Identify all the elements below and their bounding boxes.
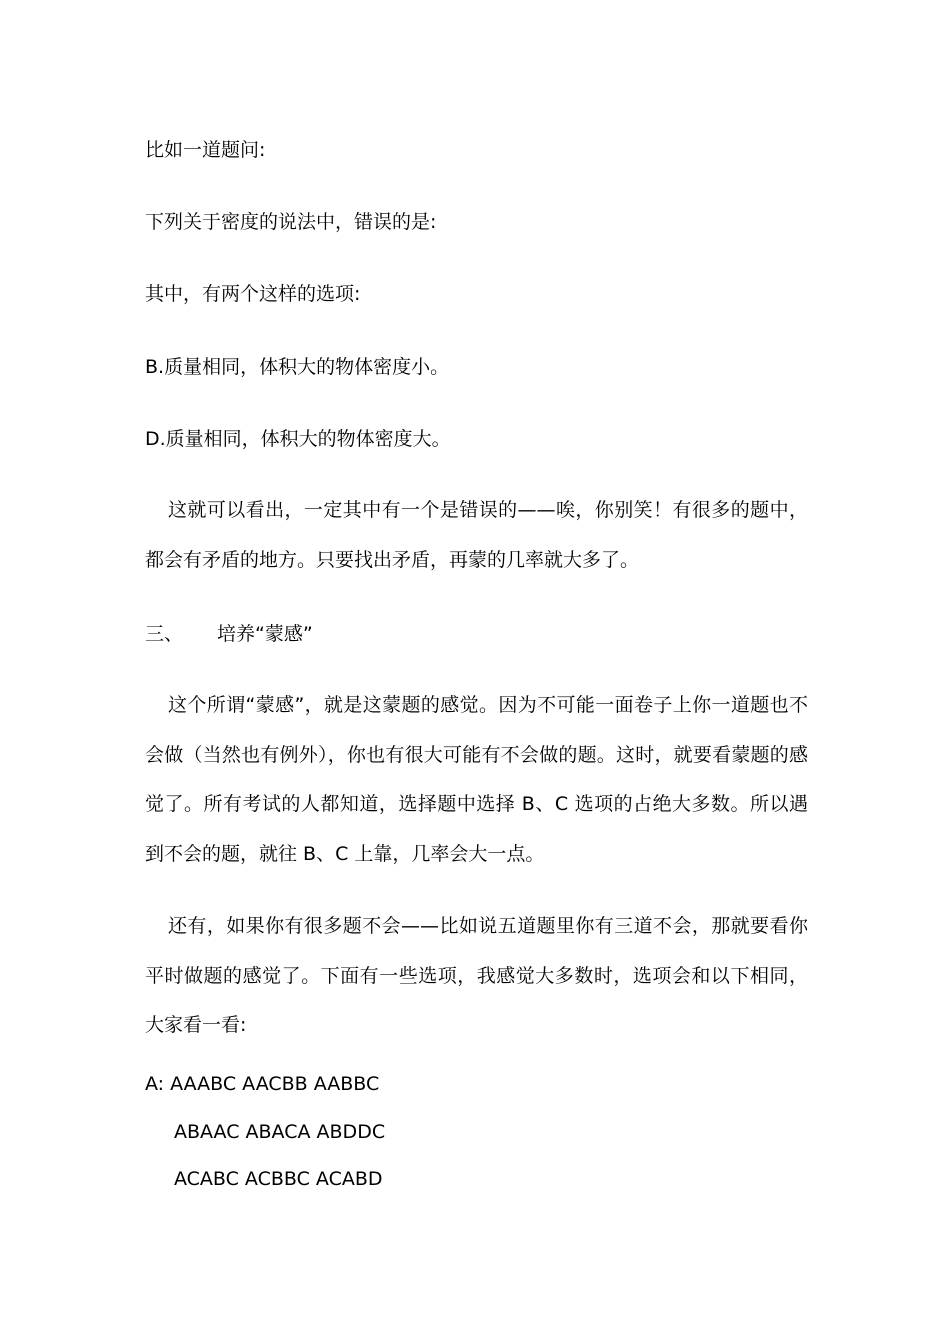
intro-line: 比如一道题问: [145,139,266,161]
option-b-line: B.质量相同，体积大的物体密度小。 [145,356,450,378]
option-d-line: D.质量相同，体积大的物体密度大。 [145,428,451,450]
section-title: 培养“蒙感” [217,623,313,645]
answer-pattern-line: A: AAABC AACBB AABBC [145,1073,380,1095]
contradiction-paragraph: 这就可以看出，一定其中有一个是错误的——唉，你别笑！有很多的题中，都会有矛盾的地方。只要找出矛盾，再蒙的几率就大多了。 [145,499,808,571]
section-heading [145,622,313,646]
answer-pattern-line: ABAAC ABACA ABDDC [174,1121,386,1143]
answer-pattern-line: ACABC ACBBC ACABD [174,1168,383,1190]
section-number: 三、 [145,623,184,645]
options-intro-line: 其中，有两个这样的选项: [145,283,361,305]
guess-sense-paragraph: 这个所谓“蒙感”，就是这蒙题的感觉。因为不可能一面卷子上你一道题也不会做（当然也有例外），你也有很大可能有不会做的题。这时，就要看蒙题的感觉了。所有考试的人都知道，选择题中选择 B、C 选项的占绝大多数。所以遇到不会的题，就往 B、C 上靠，几率会大一点。 [145,694,808,865]
question-line: 下列关于密度的说法中，错误的是: [145,211,437,233]
pattern-intro-paragraph: 还有，如果你有很多题不会——比如说五道题里你有三道不会，那就要看你平时做题的感觉了。下面有一些选项，我感觉大多数时，选项会和以下相同，大家看一看: [145,915,808,1036]
